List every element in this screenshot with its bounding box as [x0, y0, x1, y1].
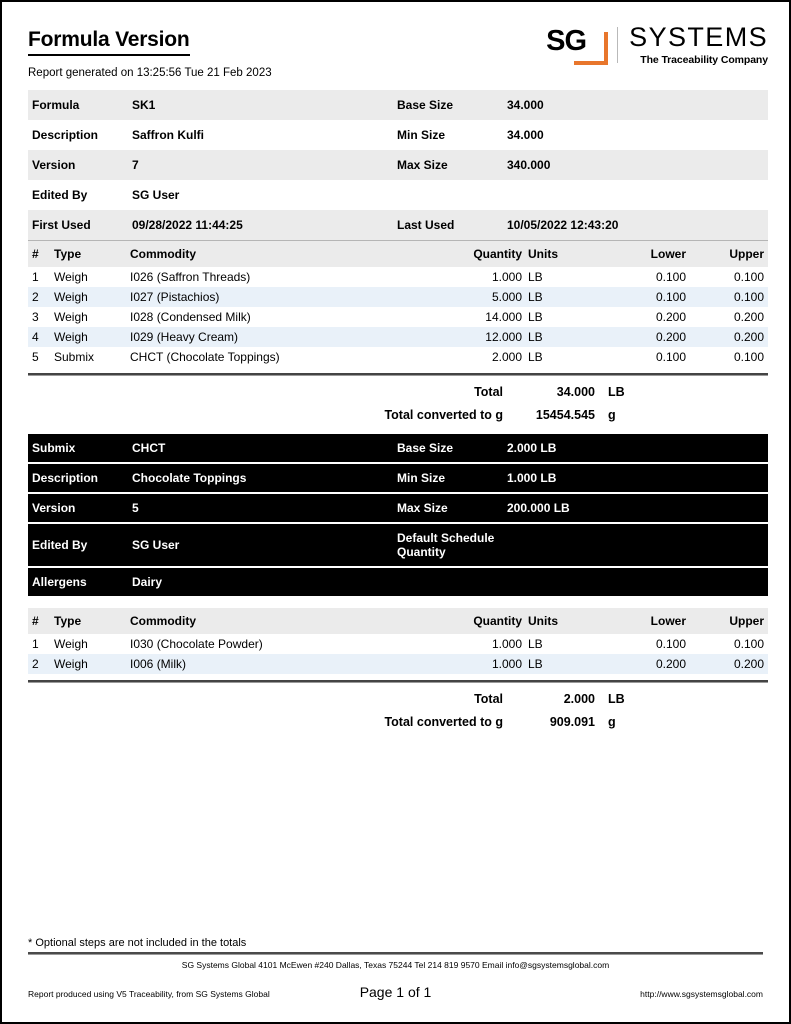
cell-number: 3	[32, 310, 39, 324]
info-value2: 340.000	[507, 158, 551, 172]
total-row	[28, 692, 768, 706]
formula-info-table	[28, 90, 768, 240]
cell-number: 5	[32, 350, 39, 364]
total-unit: LB	[608, 692, 625, 706]
table-row	[28, 267, 768, 287]
cell-upper: 0.100	[733, 350, 764, 364]
total-converted-value: 15454.545	[535, 408, 595, 422]
column-header-commodity: Commodity	[130, 608, 414, 634]
info-label: Edited By	[32, 188, 88, 202]
submix-info-row	[28, 493, 768, 523]
column-header-quantity: Quantity	[414, 241, 528, 267]
formula-totals	[28, 385, 768, 422]
submix-info-row	[28, 434, 768, 463]
info-label: Description	[32, 128, 99, 142]
cell-number: 1	[32, 270, 39, 284]
cell-units: LB	[528, 637, 543, 651]
cell-commodity: I027 (Pistachios)	[130, 290, 220, 304]
column-header-type: Type	[54, 241, 130, 267]
info-row	[28, 90, 768, 120]
total-converted-row	[28, 715, 768, 729]
column-header-lower: Lower	[602, 241, 686, 267]
cell-lower: 0.100	[655, 637, 686, 651]
table-header-row	[28, 608, 768, 634]
report-footer	[28, 937, 763, 1000]
cell-units: LB	[528, 657, 543, 671]
info-label2: Base Size	[397, 98, 454, 112]
total-converted-value: 909.091	[549, 715, 595, 729]
info-label2: Max Size	[397, 158, 448, 172]
info-label2: Last Used	[397, 218, 455, 232]
column-header-number: #	[28, 241, 54, 267]
submix-info-value2	[507, 523, 768, 567]
info-value2	[507, 180, 768, 210]
column-header-quantity: Quantity	[414, 608, 528, 634]
submix-info-row	[28, 567, 768, 596]
column-header-units: Units	[528, 608, 602, 634]
table-row	[28, 287, 768, 307]
default-schedule-quantity-label: Default Schedule Quantity	[397, 531, 495, 559]
cell-quantity: 1.000	[491, 270, 522, 284]
logo-divider	[617, 27, 618, 63]
cell-lower: 0.100	[655, 270, 686, 284]
logo-bracket-icon	[574, 32, 608, 65]
column-header-type: Type	[54, 608, 130, 634]
cell-commodity: CHCT (Chocolate Toppings)	[130, 350, 280, 364]
info-value2: 10/05/2022 12:43:20	[507, 218, 619, 232]
submix-info-row	[28, 463, 768, 493]
submix-info-value2: 200.000 LB	[507, 501, 570, 515]
submix-items-table	[28, 608, 768, 674]
column-header-upper: Upper	[686, 608, 768, 634]
cell-quantity: 1.000	[491, 657, 522, 671]
cell-quantity: 1.000	[491, 637, 522, 651]
info-value2: 34.000	[507, 98, 544, 112]
table-row	[28, 347, 768, 367]
submix-totals	[28, 692, 768, 729]
info-value: Saffron Kulfi	[132, 128, 204, 142]
info-label2	[397, 180, 507, 210]
info-label2: Min Size	[397, 128, 446, 142]
info-label: Formula	[32, 98, 80, 112]
cell-commodity: I030 (Chocolate Powder)	[130, 637, 263, 651]
info-value: 7	[132, 158, 139, 172]
footer-divider	[28, 952, 763, 955]
submix-info-label2: Min Size	[397, 471, 446, 485]
submix-info-label2: Max Size	[397, 501, 448, 515]
cell-units: LB	[528, 290, 543, 304]
cell-lower: 0.200	[655, 330, 686, 344]
info-value: SK1	[132, 98, 156, 112]
page-number: Page 1 of 1	[359, 984, 432, 1000]
company-logo	[546, 24, 768, 66]
info-value: SG User	[132, 188, 180, 202]
total-unit: LB	[608, 385, 625, 399]
submix-info-label: Description	[32, 471, 99, 485]
cell-lower: 0.100	[655, 290, 686, 304]
info-row	[28, 180, 768, 210]
table-row	[28, 307, 768, 327]
cell-type: Weigh	[54, 270, 88, 284]
report-generated-timestamp: Report generated on 13:25:56 Tue 21 Feb 2023	[28, 67, 272, 80]
info-label: Version	[32, 158, 76, 172]
total-converted-label: Total converted to g	[384, 408, 503, 422]
table-row	[28, 654, 768, 674]
submix-info-table	[28, 434, 768, 596]
submix-info-label: Allergens	[32, 575, 87, 589]
cell-type: Weigh	[54, 310, 88, 324]
total-value: 2.000	[563, 692, 595, 706]
total-row	[28, 385, 768, 399]
logo-sg-text: SG	[546, 25, 587, 57]
column-header-commodity: Commodity	[130, 241, 414, 267]
cell-units: LB	[528, 310, 543, 324]
submix-info-value2	[507, 567, 768, 596]
table-row	[28, 634, 768, 654]
submix-info-block	[28, 434, 768, 596]
column-header-number: #	[28, 608, 54, 634]
report-producer-text: Report produced using V5 Traceability, from SG Systems Global	[28, 989, 270, 999]
cell-number: 1	[32, 637, 39, 651]
cell-units: LB	[528, 270, 543, 284]
logo-tagline-text: The Traceability Company	[640, 54, 768, 66]
cell-lower: 0.200	[655, 657, 686, 671]
submix-info-value: Chocolate Toppings	[132, 471, 247, 485]
cell-type: Weigh	[54, 637, 88, 651]
submix-info-label: Edited By	[32, 538, 88, 552]
cell-number: 2	[32, 657, 39, 671]
info-row	[28, 210, 768, 240]
cell-type: Weigh	[54, 657, 88, 671]
total-value: 34.000	[556, 385, 595, 399]
info-value: 09/28/2022 11:44:25	[132, 218, 243, 232]
total-converted-label: Total converted to g	[384, 715, 503, 729]
cell-lower: 0.100	[655, 350, 686, 364]
report-header	[28, 2, 768, 90]
cell-number: 2	[32, 290, 39, 304]
cell-units: LB	[528, 350, 543, 364]
logo-systems-text: SYSTEMS	[629, 22, 768, 52]
cell-quantity: 2.000	[491, 350, 522, 364]
cell-type: Submix	[54, 350, 95, 364]
submix-info-value2: 1.000 LB	[507, 471, 557, 485]
total-label: Total	[474, 692, 503, 706]
submix-info-value: SG User	[132, 538, 180, 552]
info-row	[28, 150, 768, 180]
submix-info-label2: Base Size	[397, 441, 454, 455]
info-value2: 34.000	[507, 128, 544, 142]
submix-info-value: CHCT	[132, 441, 166, 455]
table-row	[28, 327, 768, 347]
logo-mark	[546, 25, 608, 65]
cell-upper: 0.100	[733, 637, 764, 651]
cell-upper: 0.200	[733, 657, 764, 671]
cell-number: 4	[32, 330, 39, 344]
cell-quantity: 5.000	[491, 290, 522, 304]
allergens-value: Dairy	[132, 575, 163, 589]
column-header-units: Units	[528, 241, 602, 267]
footer-bottom-row	[28, 984, 763, 1000]
info-label: First Used	[32, 218, 91, 232]
cell-commodity: I029 (Heavy Cream)	[130, 330, 239, 344]
report-sheet	[28, 2, 768, 1024]
info-row	[28, 120, 768, 150]
formula-items-bottom-rule	[28, 373, 768, 376]
total-converted-unit: g	[608, 715, 616, 729]
cell-upper: 0.100	[733, 270, 764, 284]
cell-commodity: I028 (Condensed Milk)	[130, 310, 251, 324]
cell-quantity: 12.000	[485, 330, 522, 344]
cell-units: LB	[528, 330, 543, 344]
cell-type: Weigh	[54, 330, 88, 344]
total-label: Total	[474, 385, 503, 399]
logo-wordmark	[627, 24, 768, 66]
cell-quantity: 14.000	[485, 310, 522, 324]
column-header-upper: Upper	[686, 241, 768, 267]
column-header-lower: Lower	[602, 608, 686, 634]
cell-commodity: I006 (Milk)	[130, 657, 187, 671]
submix-info-label: Submix	[32, 441, 76, 455]
cell-type: Weigh	[54, 290, 88, 304]
submix-info-row	[28, 523, 768, 567]
page-title: Formula Version	[28, 28, 190, 56]
submix-info-label2	[397, 567, 507, 596]
submix-info-value: 5	[132, 501, 139, 515]
company-address: SG Systems Global 4101 McEwen #240 Dallas, Texas 75244 Tel 214 819 9570 Email info@sgsystemsglobal.com	[181, 960, 610, 970]
submix-info-value2: 2.000 LB	[507, 441, 557, 455]
formula-items-table	[28, 241, 768, 367]
cell-upper: 0.100	[733, 290, 764, 304]
total-converted-row	[28, 408, 768, 422]
company-website-link[interactable]: http://www.sgsystemsglobal.com	[640, 989, 763, 999]
submix-info-label: Version	[32, 501, 76, 515]
cell-upper: 0.200	[733, 310, 764, 324]
cell-commodity: I026 (Saffron Threads)	[130, 270, 251, 284]
cell-lower: 0.200	[655, 310, 686, 324]
footnote-optional-steps: * Optional steps are not included in the totals	[28, 937, 247, 949]
total-converted-unit: g	[608, 408, 616, 422]
submix-items-bottom-rule	[28, 680, 768, 683]
cell-upper: 0.200	[733, 330, 764, 344]
table-header-row	[28, 241, 768, 267]
